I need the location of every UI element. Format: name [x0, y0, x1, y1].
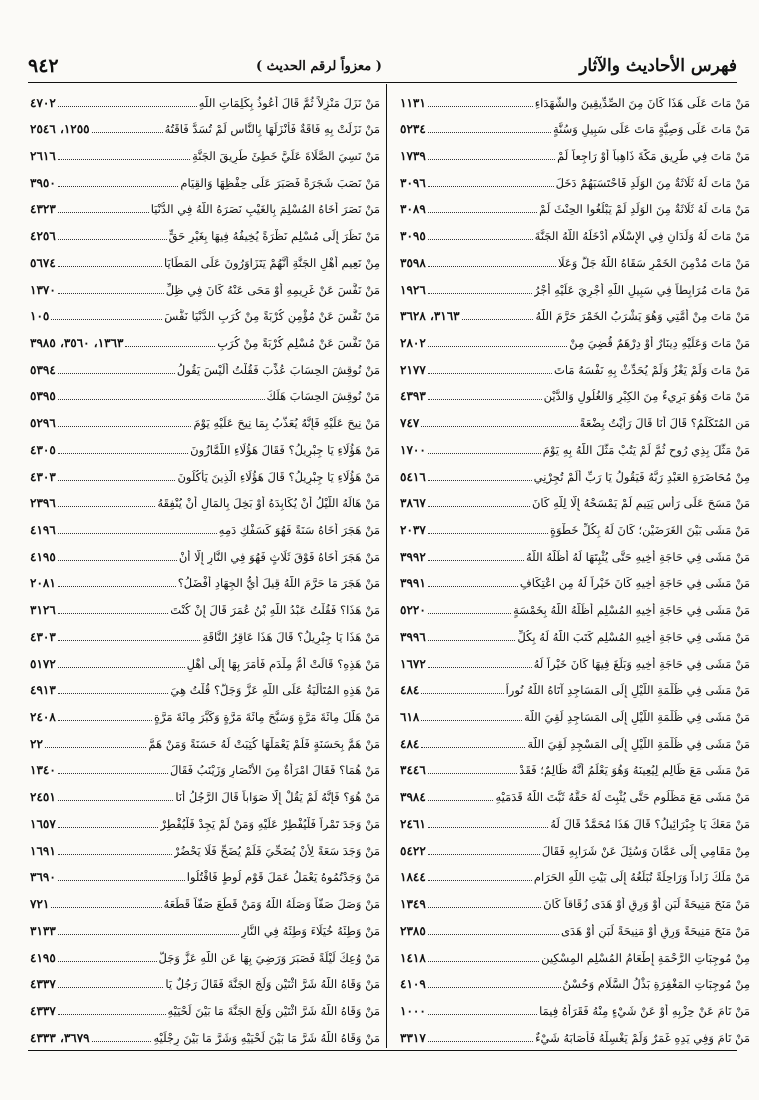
hadith-text: مَنْ هَمَّ بِحَسَنَةٍ فَلَمْ يَعْمَلْهَا كُتِبَتْ لَهُ حَسَنَةً وَمَنْ هَمَّ: [148, 736, 380, 751]
leader-dots: [428, 586, 518, 587]
index-entry: [400, 514, 750, 539]
hadith-number: ٣٩٩٦: [400, 629, 426, 644]
index-entry: [400, 193, 750, 218]
leader-dots: [58, 293, 164, 294]
leader-dots: [58, 827, 159, 828]
hadith-text: مَنْ نَامَ عَنْ حِزْبِهِ أَوْ عَنْ شَيْءٍ مِنْهُ فَقَرَأَهُ فِيمَا: [539, 1003, 750, 1018]
hadith-text: مَنْ هَذَا؟ فَقُلْتُ عَبْدُ اللَّهِ بْنُ عُمَرَ قَالَ إِنْ كُنْتَ: [170, 603, 380, 618]
index-entry: [30, 1021, 380, 1046]
leader-dots: [428, 186, 554, 187]
hadith-text: مَنْ نَامَ وَفِي يَدِهِ غَمَرٌ وَلَمْ يَغْسِلْهُ فَأَصَابَهُ شَيْءٌ: [535, 1030, 750, 1045]
hadith-text: مَنْ مَاتَ لَهُ ثَلَاثَةٌ مِنَ الوَلَدِ لَمْ يَبْلُغُوا الحِنْثَ لَمْ: [539, 202, 750, 217]
hadith-text: مَنْ وَقَاهُ اللَّهُ شَرَّ اثْنَيْنِ وَلَجَ الجَنَّةَ مَا بَيْنَ لَحْيَيْهِ: [167, 1003, 380, 1018]
hadith-text: مَنْ نُوقِشَ الحِسَابَ هَلَكَ: [266, 389, 380, 404]
hadith-number: ١٦٧٢: [400, 656, 426, 671]
index-entry: [30, 166, 380, 191]
index-entry: [400, 407, 750, 432]
hadith-text: مَنْ نَسِيَ الصَّلَاةَ عَلَيَّ خَطِئَ طَرِيقَ الجَنَّةِ: [192, 148, 380, 163]
leader-dots: [421, 426, 577, 427]
hadith-text: مَنْ وَجَدْتُمُوهُ يَعْمَلُ عَمَلَ قَوْمِ لُوطٍ فَاقْتُلُوا: [186, 870, 380, 885]
index-entry: [400, 460, 750, 485]
leader-dots: [58, 212, 149, 213]
leader-dots: [58, 106, 197, 107]
index-entry: [30, 888, 380, 913]
hadith-number: ١١٣١: [400, 95, 426, 110]
hadith-text: مَنْ نَفَّسَ عَنْ غَرِيمِهِ أَوْ مَحَى عَنْهُ كَانَ فِي ظِلِّ: [165, 282, 380, 297]
leader-dots: [58, 480, 176, 481]
hadith-text: مَنْ هَالَهُ اللَّيْلُ أَنْ يُكَابِدَهُ أَوْ بَخِلَ بِالمَالِ أَنْ يُنْفِقَهُ: [157, 496, 380, 511]
hadith-number: ١٧٠٠: [400, 442, 426, 457]
hadith-text: مَنْ هُوَ؟ فَإِنَّهُ لَمْ يَقُلْ إِلَّا صَوَاباً قَالَ الرَّجُلُ أَنَا: [175, 790, 380, 805]
leader-dots: [428, 533, 548, 534]
hadith-number: ٤٢٥٦: [30, 229, 56, 244]
hadith-number: ٣٠٨٩: [400, 202, 426, 217]
leader-dots: [428, 266, 556, 267]
hadith-text: مَنْ وَطِئَهُ خُيَلَاءَ وَطِئَهُ فِي النَّارِ: [240, 923, 380, 938]
hadith-number: ١٦٥٧: [30, 816, 56, 831]
index-entry: [30, 781, 380, 806]
leader-dots: [58, 773, 168, 774]
page-title: فهرس الأحاديث والآثار: [579, 56, 737, 76]
hadith-text: مَنْ مَعَكَ يَا جِبْرَائِيلُ؟ قَالَ هَذَا مُحَمَّدٌ قَالَ لَهُ: [550, 816, 750, 831]
hadith-text: مَنْ نُوقِشَ الحِسَابَ عُذِّبَ فَقُلْتُ أَلَيْسَ يَقُولُ: [176, 362, 380, 377]
index-entry: [30, 353, 380, 378]
header-rule: [28, 82, 737, 83]
index-entry: [400, 166, 750, 191]
index-entry: [30, 407, 380, 432]
leader-dots: [58, 693, 169, 694]
leader-dots: [58, 961, 157, 962]
leader-dots: [428, 212, 537, 213]
leader-dots: [58, 533, 217, 534]
hadith-number: ١٠٠٠: [400, 1003, 426, 1018]
hadith-number: ١٦٩١: [30, 843, 56, 858]
hadith-number: ١٨٤٤: [400, 870, 426, 885]
hadith-number: ٥٢٢٠: [400, 603, 426, 618]
hadith-text: مَنْ مَشَى فِي ظُلْمَةِ اللَّيْلِ إِلَى المَسَاجِدِ لَقِيَ اللَّهَ: [524, 710, 750, 725]
leader-dots: [58, 720, 152, 721]
index-entry: [400, 727, 750, 752]
hadith-number: ٢٤٦١: [400, 816, 426, 831]
hadith-number: ١٣٤٩: [400, 897, 426, 912]
hadith-text: مَنْ هَؤُلَاءِ يَا جِبْرِيلُ؟ قَالَ هَؤُلَاءِ الَّذِينَ يَأْكُلُونَ: [177, 469, 380, 484]
hadith-text: مَنْ مَنَحَ مَنِيحَةً لَبَنٍ أَوْ وَرِقٍ أَوْ هَدَى زُقَاقاً كَانَ: [543, 897, 750, 912]
index-entry: [30, 754, 380, 779]
hadith-text: مَنْ مَثَّلَ بِذِي رُوحٍ ثُمَّ لَمْ يَتُبْ مَثَّلَ اللَّهُ بِهِ يَوْمَ: [542, 442, 750, 457]
hadith-number: ١٤١٨: [400, 950, 426, 965]
leader-dots: [421, 693, 503, 694]
leader-dots: [428, 239, 533, 240]
hadith-text: مَنِ المُتَكَلِّمُ؟ قَالَ أَنَا قَالَ رَأَيْتُ بِضْعَةً: [579, 416, 750, 431]
hadith-text: مَنْ هَؤُلَاءِ يَا جِبْرِيلُ؟ فَقَالَ هَؤُلَاءِ اللَّمَّازُونَ: [190, 442, 380, 457]
page-subtitle: ( معزواً لرقم الحديث ): [255, 58, 382, 74]
hadith-text: مَنْ وَجَدَ سَعَةً لِأَنْ يُضَحِّيَ فَلَمْ يُضَحِّ فَلَا يَحْضُرْ: [173, 843, 380, 858]
hadith-text: مَنْ هَذِهِ؟ قَالَتْ أُمُّ مِلْدَمٍ فَأَمَرَ بِهَا إِلَى أَهْلِ: [186, 656, 380, 671]
hadith-number: ١٧٣٩: [400, 148, 426, 163]
leader-dots: [428, 640, 516, 641]
hadith-text: مَنْ مَشَى مَعَ مَظْلُومٍ حَتَّى يُثْبِتَ لَهُ حَقَّهُ ثَبَّتَ اللَّهُ قَدَمَيْهِ: [495, 790, 750, 805]
index-entry: [30, 727, 380, 752]
leader-dots: [428, 1014, 537, 1015]
leader-dots: [421, 747, 525, 748]
leader-dots: [428, 827, 548, 828]
hadith-number: ٧٢١: [30, 897, 50, 912]
hadith-number: ٤٣٩٣: [400, 389, 426, 404]
index-entry: [400, 914, 750, 939]
leader-dots: [428, 373, 552, 374]
index-entry: [30, 994, 380, 1019]
hadith-number: ٤٣٢٣: [30, 202, 56, 217]
index-entry: [400, 1021, 750, 1046]
index-entry: [30, 674, 380, 699]
index-entry: [30, 594, 380, 619]
hadith-number: ٥٤٢٢: [400, 843, 426, 858]
hadith-number: ٢٤٥١: [30, 790, 56, 805]
hadith-number: ٤٣٠٣: [30, 629, 56, 644]
hadith-number: ١٩٢٦: [400, 282, 426, 297]
leader-dots: [428, 560, 524, 561]
index-entry: [400, 540, 750, 565]
hadith-text: مَنْ مَاتَ مُدْمِنَ الخَمْرِ سَقَاهُ اللَّهُ جَلَّ وَعَلَا: [558, 255, 750, 270]
hadith-text: مَنْ مَشَى فِي حَاجَةِ أَخِيهِ المُسْلِمِ أَظَلَّهُ اللَّهُ بِخَمْسَةٍ: [513, 603, 750, 618]
index-entry: [400, 246, 750, 271]
hadith-text: مَنْ مَاتَ عَلَى وَصِيَّةٍ مَاتَ عَلَى سَبِيلٍ وَسُنَّةٍ: [552, 122, 750, 137]
leader-dots: [428, 934, 559, 935]
index-entry: [400, 968, 750, 993]
leader-dots: [58, 800, 174, 801]
hadith-text: مَنْ نَظَرَ إِلَى مُسْلِمٍ نَظْرَةً يُخِيفُهُ فِيهَا بِغَيْرِ حَقٍّ: [168, 229, 380, 244]
leader-dots: [58, 667, 185, 668]
hadith-number: ٤١٩٦: [30, 523, 56, 537]
index-entry: [400, 113, 750, 138]
hadith-number: ٥٤١٦: [400, 469, 426, 484]
leader-dots: [428, 907, 541, 908]
index-entry: [400, 273, 750, 298]
hadith-number: ٣١٦٣، ٣٦٢٨: [400, 309, 460, 324]
hadith-number: ٤١٠٩: [400, 977, 426, 992]
hadith-text: مَنْ هَذَا يَا جِبْرِيلُ؟ قَالَ هَذَا عَاقِرُ النَّاقَةِ: [202, 629, 380, 644]
hadith-number: ٥٣٩٥: [30, 389, 56, 404]
leader-dots: [92, 132, 163, 133]
index-entry: [30, 433, 380, 458]
hadith-text: مِنْ مُوجِبَاتِ المَغْفِرَةِ بَذْلُ السَّلَامِ وَحُسْنُ: [562, 977, 750, 992]
hadith-number: ٢٨٠٢: [400, 335, 426, 350]
index-entry: [400, 620, 750, 645]
hadith-number: ٤١٩٥: [30, 950, 56, 965]
index-entry: [400, 888, 750, 913]
leader-dots: [58, 1014, 166, 1015]
hadith-text: مِنْ مُوجِبَاتِ الرَّحْمَةِ إِطْعَامُ المُسْلِمِ المِسْكِينِ: [541, 950, 750, 965]
index-entry: [30, 807, 380, 832]
hadith-text: مَنْ مَاتَ مُرَابِطاً فِي سَبِيلِ اللَّهِ أُجْرِيَ عَلَيْهِ أَجْرُ: [533, 282, 750, 297]
index-entry: [30, 620, 380, 645]
hadith-number: ٧٤٧: [400, 416, 420, 431]
index-entry: [30, 941, 380, 966]
leader-dots: [462, 319, 534, 320]
hadith-text: مَنْ مَسَحَ عَلَى رَأْسِ يَتِيمٍ لَمْ يَمْسَحْهُ إِلَّا لِلَّهِ كَانَ: [531, 496, 750, 511]
hadith-number: ١٣٤٠: [30, 763, 56, 778]
leader-dots: [428, 961, 539, 962]
index-entry: [400, 647, 750, 672]
hadith-number: ١٣٦٣، ٣٥٦٠، ٣٩٨٥: [30, 335, 124, 350]
leader-dots: [428, 399, 542, 400]
index-entry: [30, 300, 380, 325]
hadith-number: ٤٣٠٥: [30, 442, 56, 457]
hadith-text: مَنْ نِيحَ عَلَيْهِ فَإِنَّهُ يُعَذَّبُ بِمَا نِيحَ عَلَيْهِ يَوْمَ: [193, 416, 380, 431]
index-entry: [30, 113, 380, 138]
hadith-number: ٣٠٩٥: [400, 229, 426, 244]
hadith-text: مَنْ مَشَى فِي ظُلْمَةِ اللَّيْلِ إِلَى المَسْجِدِ لَقِيَ اللَّهَ: [527, 736, 750, 751]
leader-dots: [428, 132, 551, 133]
hadith-text: مَنْ وَصَلَ صَفّاً وَصَلَهُ اللَّهُ وَمَنْ قَطَعَ صَفّاً قَطَعَهُ: [163, 897, 380, 912]
index-entry: [30, 246, 380, 271]
index-entry: [400, 139, 750, 164]
hadith-text: مَنْ مَاتَ لَهُ ثَلَاثَةٌ مِنَ الوَلَدِ فَاحْتَسَبَهُمْ دَخَلَ: [555, 175, 750, 190]
index-entry: [30, 540, 380, 565]
leader-dots: [58, 854, 172, 855]
hadith-text: مَنْ مَشَى فِي حَاجَةِ أَخِيهِ حَتَّى يُثْبِتَهَا لَهُ أَظَلَّهُ اللَّهُ: [526, 549, 750, 564]
hadith-text: مَنْ مَشَى فِي حَاجَةِ أَخِيهِ المُسْلِمِ كَتَبَ اللَّهُ لَهُ بِكُلِّ: [517, 629, 750, 644]
hadith-number: ٢١٧٧: [400, 362, 426, 377]
index-entry: [30, 193, 380, 218]
hadith-text: مَنْ مَلَكَ زَاداً وَرَاحِلَةً تُبَلِّغُهُ إِلَى بَيْتِ اللَّهِ الحَرَامِ: [533, 870, 750, 885]
hadith-text: مَنْ مَشَى فِي ظُلْمَةِ اللَّيْلِ إِلَى المَسَاجِدِ آتَاهُ اللَّهُ نُوراً: [505, 683, 750, 698]
leader-dots: [428, 987, 561, 988]
hadith-number: ٢٢: [30, 736, 43, 751]
hadith-number: ٣٨٦٧: [400, 496, 426, 511]
leader-dots: [428, 854, 540, 855]
leader-dots: [58, 880, 185, 881]
index-entry: [30, 139, 380, 164]
hadith-text: مَنْ مَاتَ عَلَى هَذَا كَانَ مِنَ الصِّدِّيقِينَ والشُّهَدَاءِ: [534, 95, 750, 110]
hadith-number: ٥٦٧٤: [30, 255, 56, 270]
index-entry: [400, 674, 750, 699]
hadith-number: ٣١٢٦: [30, 603, 56, 618]
leader-dots: [45, 747, 147, 748]
index-entry: [400, 994, 750, 1019]
hadith-number: ٣٩٩٢: [400, 549, 426, 564]
hadith-number: ٣٩٨٤: [400, 790, 426, 805]
hadith-text: مَنْ نَصَرَ أَخَاهُ المُسْلِمَ بِالغَيْبِ نَصَرَهُ اللَّهُ فِي الدُّنْيَا: [150, 202, 380, 217]
hadith-number: ١٣٧٠: [30, 282, 56, 297]
hadith-text: مَنْ مَاتَ فِي طَرِيقِ مَكَّةَ ذَاهِباً أَوْ رَاجِعاً لَمْ: [557, 148, 750, 163]
leader-dots: [428, 773, 518, 774]
hadith-text: مَنْ هَذِهِ المُتَأَلِّيَةُ عَلَى اللَّهِ عَزَّ وَجَلَّ؟ قُلْتُ هِيَ: [170, 683, 380, 698]
index-entry: [30, 861, 380, 886]
leader-dots: [51, 319, 162, 320]
hadith-number: ٣٣١٧: [400, 1030, 426, 1045]
leader-dots: [92, 1041, 152, 1042]
hadith-number: ٣٩٥٠: [30, 175, 56, 190]
hadith-number: ٥٣٩٤: [30, 362, 56, 377]
hadith-text: مَنْ وَقَاهُ اللَّهُ شَرَّ مَا بَيْنَ لَحْيَيْهِ وَشَرَّ مَا بَيْنَ رِجْلَيْهِ: [153, 1030, 380, 1045]
leader-dots: [428, 800, 494, 801]
hadith-number: ٢٣٨٥: [400, 923, 426, 938]
hadith-text: مَنْ مَاتَ وَلَمْ يَغْزُ وَلَمْ يُحَدِّثْ بِهِ نَفْسَهُ مَاتَ: [554, 362, 750, 377]
leader-dots: [428, 667, 532, 668]
leader-dots: [58, 426, 192, 427]
hadith-number: ٢٦١٦: [30, 148, 56, 163]
leader-dots: [58, 186, 179, 187]
hadith-number: ٣٦٩٠: [30, 870, 56, 885]
index-entry: [30, 326, 380, 351]
hadith-number: ٥١٧٢: [30, 656, 56, 671]
leader-dots: [428, 159, 555, 160]
hadith-text: مَنْ وَقَاهُ اللَّهُ شَرَّ اثْنَيْنِ وَلَجَ الجَنَّةَ فَقَالَ رَجُلٌ يَا: [165, 977, 380, 992]
hadith-number: ٤٨٤: [400, 736, 420, 751]
index-entry: [30, 487, 380, 512]
hadith-number: ٣٤٤٦: [400, 763, 426, 778]
index-entry: [400, 594, 750, 619]
hadith-text: مَنْ هَجَرَ مَا حَرَّمَ اللَّهُ قِيلَ أَيُّ الجِهَادِ أَفْضَلُ؟: [177, 576, 380, 591]
index-entry: [30, 968, 380, 993]
index-entry: [400, 433, 750, 458]
leader-dots: [421, 720, 522, 721]
index-entry: [400, 567, 750, 592]
hadith-number: ١٢٥٥، ٢٥٤٦: [30, 122, 90, 137]
hadith-text: مِنْ مُحَاضَرَةِ العَبْدِ رَبَّهُ فَيَقُولُ يَا رَبِّ أَلَمْ تُجِرْنِي: [533, 469, 750, 484]
leader-dots: [58, 586, 176, 587]
index-entry: [400, 353, 750, 378]
hadith-text: مَنْ نَزَلَ مَنْزِلاً ثُمَّ قَالَ أَعُوذُ بِكَلِمَاتِ اللَّهِ: [198, 95, 380, 110]
index-entry: [400, 941, 750, 966]
hadith-number: ٤٨٤: [400, 683, 420, 698]
hadith-number: ٤٩١٣: [30, 683, 56, 698]
leader-dots: [428, 880, 532, 881]
leader-dots: [58, 239, 167, 240]
index-entry: [400, 834, 750, 859]
right-column: [400, 86, 750, 1046]
hadith-number: ٣٠٩٦: [400, 175, 426, 190]
hadith-text: مَنْ وَجَدَ تَمْراً فَلْيُفْطِرْ عَلَيْهِ وَمَنْ لَمْ يَجِدْ فَلْيُفْطِرْ: [160, 816, 380, 831]
index-entry: [30, 914, 380, 939]
leader-dots: [58, 640, 201, 641]
hadith-number: ٢٤٠٨: [30, 710, 56, 725]
hadith-text: مِنْ نَعِيمِ أَهْلِ الجَنَّةِ أَنَّهُمْ يَتَزَاوَرُونَ عَلَى المَطَايَا: [163, 255, 380, 270]
hadith-text: مَنْ هَلَّلَ مِائَةَ مَرَّةٍ وَسَبَّحَ مِائَةَ مَرَّةٍ وَكَبَّرَ مِائَةَ مَرَّةٍ: [153, 710, 380, 725]
leader-dots: [58, 987, 164, 988]
hadith-text: مِنْ مَقَامِي إِلَى عَمَّانَ وَسُئِلَ عَنْ شَرَابِهِ فَقَالَ: [541, 843, 750, 858]
hadith-number: ٣٩٩١: [400, 576, 426, 591]
hadith-number: ٢٠٨١: [30, 576, 56, 591]
leader-dots: [58, 613, 169, 614]
leader-dots: [428, 453, 541, 454]
index-entry: [30, 567, 380, 592]
leader-dots: [58, 373, 175, 374]
leader-dots: [428, 480, 532, 481]
hadith-text: مَنْ مَاتَ وَهُوَ بَرِيءٌ مِنَ الكِبْرِ وَالغُلُولِ وَالدَّيْنِ: [543, 389, 750, 404]
hadith-number: ٤١٩٥: [30, 549, 56, 564]
hadith-text: مَنْ نَصَبَ شَجَرَةً فَصَبَرَ عَلَى حِفْظِهَا وَالقِيَامِ: [180, 175, 380, 190]
index-entry: [400, 487, 750, 512]
index-entry: [30, 701, 380, 726]
leader-dots: [428, 106, 533, 107]
hadith-text: مَنْ مَاتَ وَعَلَيْهِ دِينَارٌ أَوْ دِرْهَمٌ قُضِيَ مِنْ: [569, 335, 750, 350]
index-entry: [400, 807, 750, 832]
leader-dots: [125, 346, 215, 347]
hadith-text: مَنْ وُعِكَ لَيْلَةً فَصَبَرَ وَرَضِيَ بِهَا عَنِ اللَّهِ عَزَّ وَجَلَّ: [158, 950, 380, 965]
index-entry: [30, 380, 380, 405]
hadith-number: ٦١٨: [400, 710, 420, 725]
index-entry: [400, 754, 750, 779]
leader-dots: [428, 613, 511, 614]
hadith-text: مَنْ هُمَا؟ فَقَالَ امْرَأَةٌ مِنَ الأَنْصَارِ وَزَيْنَبُ فَقَالَ: [169, 763, 380, 778]
hadith-number: ١٠٥: [30, 309, 50, 324]
hadith-number: ٤٣٣٧: [30, 977, 56, 992]
index-entry: [30, 220, 380, 245]
leader-dots: [428, 1041, 533, 1042]
hadith-number: ٢٣٩٦: [30, 496, 56, 511]
leader-dots: [51, 907, 161, 908]
hadith-text: مَنْ مَشَى مَعَ ظَالِمٍ لِيُعِينَهُ وَهُوَ يَعْلَمُ أَنَّهُ ظَالِمٌ؛ فَقَدْ: [519, 763, 750, 778]
leader-dots: [428, 506, 530, 507]
page-number: ٩٤٢: [28, 55, 59, 77]
hadith-number: ٣١٣٣: [30, 923, 56, 938]
page-header: [28, 52, 737, 80]
index-entry: [400, 380, 750, 405]
hadith-text: مَنْ نَزَلَتْ بِهِ فَاقَةٌ فَأَنْزَلَهَا بِالنَّاسِ لَمْ تُسَدَّ فَاقَتُهُ: [164, 122, 380, 137]
leader-dots: [428, 346, 567, 347]
hadith-text: مَنْ مَشَى بَيْنَ الغَرَضَيْنِ؛ كَانَ لَهُ بِكُلِّ خَطْوَةٍ: [549, 523, 750, 537]
hadith-text: مَنْ هَجَرَ أَخَاهُ فَوْقَ ثَلَاثٍ فَهُوَ فِي النَّارِ إِلَّا أَنْ: [178, 549, 380, 564]
index-entry: [400, 701, 750, 726]
index-entry: [30, 834, 380, 859]
index-entry: [30, 86, 380, 111]
leader-dots: [58, 453, 188, 454]
index-entry: [400, 326, 750, 351]
hadith-number: ٥٢٣٤: [400, 122, 426, 137]
index-entry: [30, 514, 380, 539]
index-entry: [30, 273, 380, 298]
leader-dots: [58, 159, 190, 160]
hadith-number: ٤٣٠٣: [30, 469, 56, 484]
leader-dots: [428, 293, 532, 294]
hadith-number: ٢٠٣٧: [400, 523, 426, 537]
column-divider: [386, 84, 387, 1048]
hadith-text: مَنْ مَنَحَ مَنِيحَةً وَرِقٍ أَوْ مَنِيحَةً لَبَنٍ أَوْ هَدَى: [561, 923, 750, 938]
index-entry: [400, 781, 750, 806]
hadith-text: مَنْ هَجَرَ أَخَاهُ سَنَةً فَهُوَ كَسَفْكِ دَمِهِ: [218, 523, 380, 537]
hadith-number: ٣٥٩٨: [400, 255, 426, 270]
index-entry: [400, 300, 750, 325]
index-entry: [400, 861, 750, 886]
hadith-text: مَنْ مَاتَ لَهُ وَلَدَانِ فِي الإِسْلَامِ أَدْخَلَهُ اللَّهُ الجَنَّةَ: [534, 229, 750, 244]
index-entry: [400, 220, 750, 245]
hadith-text: مَنْ مَشَى فِي حَاجَةِ أَخِيهِ وَبَلَغَ فِيهَا كَانَ خَيْراً لَهُ: [533, 656, 750, 671]
leader-dots: [58, 506, 156, 507]
hadith-text: مَنْ مَشَى فِي حَاجَةِ أَخِيهِ كَانَ خَيْراً لَهُ مِنِ اعْتِكَافِ: [519, 576, 750, 591]
leader-dots: [58, 399, 265, 400]
hadith-text: مَنْ نَفَّسَ عَنْ مُؤْمِنٍ كُرْبَةً مِنْ كُرَبِ الدُّنْيَا نَفَّسَ: [164, 309, 380, 324]
hadith-text: مَنْ مَاتَ مِنْ أُمَّتِي وَهُوَ يَشْرَبُ الخَمْرَ حَرَّمَ اللَّهُ: [535, 309, 750, 324]
leader-dots: [58, 266, 162, 267]
leader-dots: [58, 560, 177, 561]
leader-dots: [58, 934, 239, 935]
footer-rule: [28, 1050, 737, 1051]
hadith-number: ٥٢٩٦: [30, 416, 56, 431]
index-entry: [400, 86, 750, 111]
index-entry: [30, 647, 380, 672]
index-entry: [30, 460, 380, 485]
hadith-text: مَنْ نَفَّسَ عَنْ مُسْلِمٍ كُرْبَةً مِنْ كُرَبِ: [217, 335, 380, 350]
hadith-number: ٤٣٣٧: [30, 1003, 56, 1018]
left-column: [30, 86, 380, 1046]
hadith-number: ٣٦٧٩، ٤٣٣٣: [30, 1030, 90, 1045]
hadith-number: ٤٧٠٢: [30, 95, 56, 110]
